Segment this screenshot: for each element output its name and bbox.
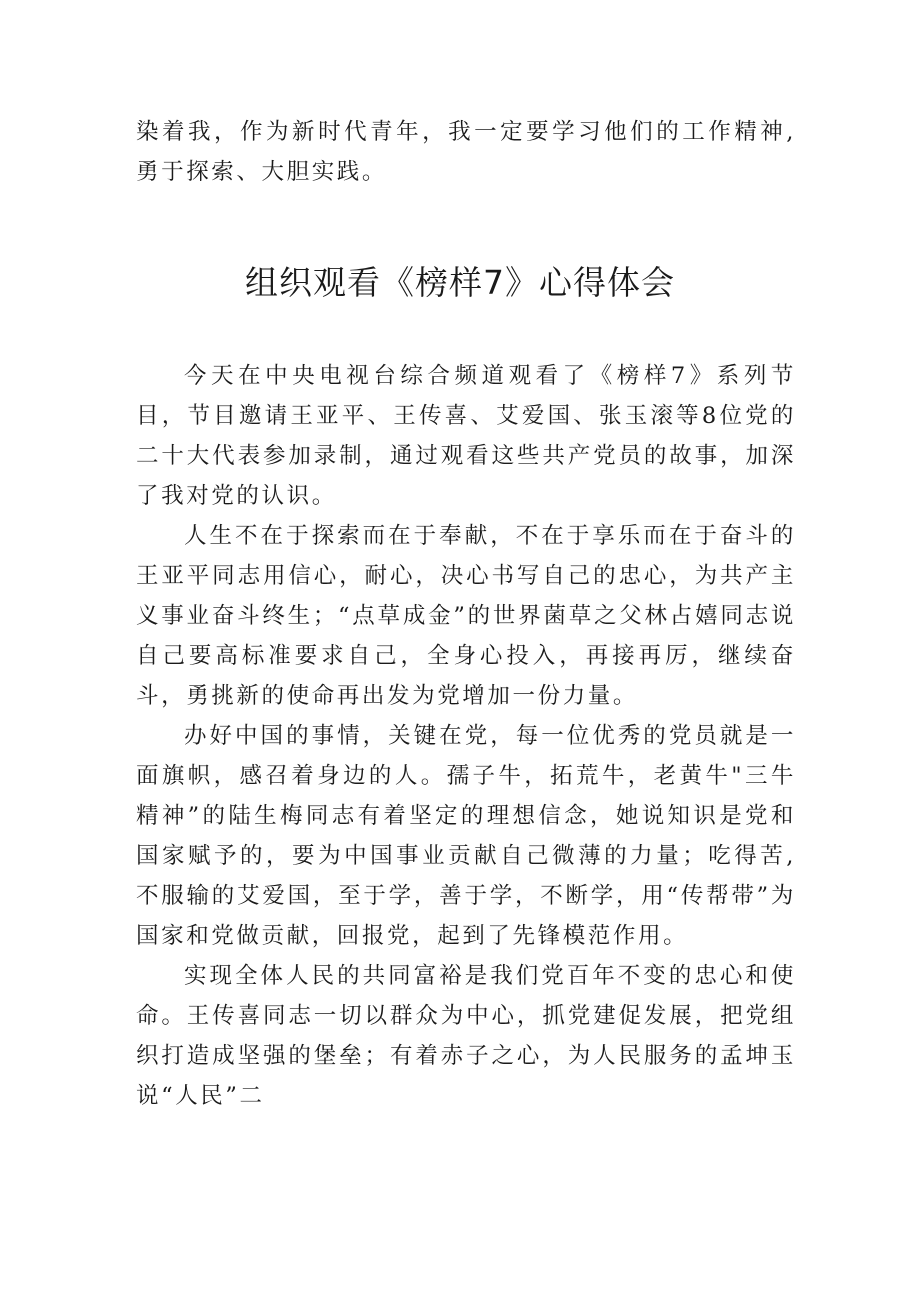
document-title: 组织观看《榜样7》心得体会 — [245, 263, 675, 302]
continuation-block — [136, 112, 796, 192]
paragraph-4: 实现全体人民的共同富裕是我们党百年不变的忠心和使命。王传喜同志一切以群众为中心，抓党建促发展，把党组织打造成坚强的堡垒；有着赤子之心，为人民服务的孟坤玉说“人民”二 — [136, 963, 796, 1109]
paragraph-3: 办好中国的事情，关键在党，每一位优秀的党员就是一面旗帜，感召着身边的人。孺子牛，拓荒牛，老黄牛"三牛精神”的陆生梅同志有着坚定的理想信念，她说知识是党和国家赋予的，要为中国事业贡献自己微薄的力量；吃得苦,不服输的艾爱国，至于学，善于学，不断学，用“传帮带”为国家和党做贡献，回报党，起到了先锋模范作用。 — [136, 723, 796, 949]
continuation-paragraph: 染着我，作为新时代青年，我一定要学习他们的工作精神,勇于探索、大胆实践。 — [136, 119, 796, 185]
paragraph-2: 人生不在于探索而在于奉献，不在于享乐而在于奋斗的王亚平同志用信心，耐心，决心书写自己的忠心，为共产主义事业奋斗终生；“点草成金”的世界菌草之父林占嬉同志说自己要高标准要求自己，全身心投入，再接再厉，继续奋斗，勇挑新的使命再出发为党增加一份力量。 — [136, 523, 796, 709]
paragraph-1: 今天在中央电视台综合频道观看了《榜样7》系列节目，节目邀请王亚平、王传喜、艾爱国、张玉滚等8位党的二十大代表参加录制，通过观看这些共产党员的故事，加深了我对党的认识。 — [136, 363, 796, 509]
body-text — [136, 356, 796, 1116]
